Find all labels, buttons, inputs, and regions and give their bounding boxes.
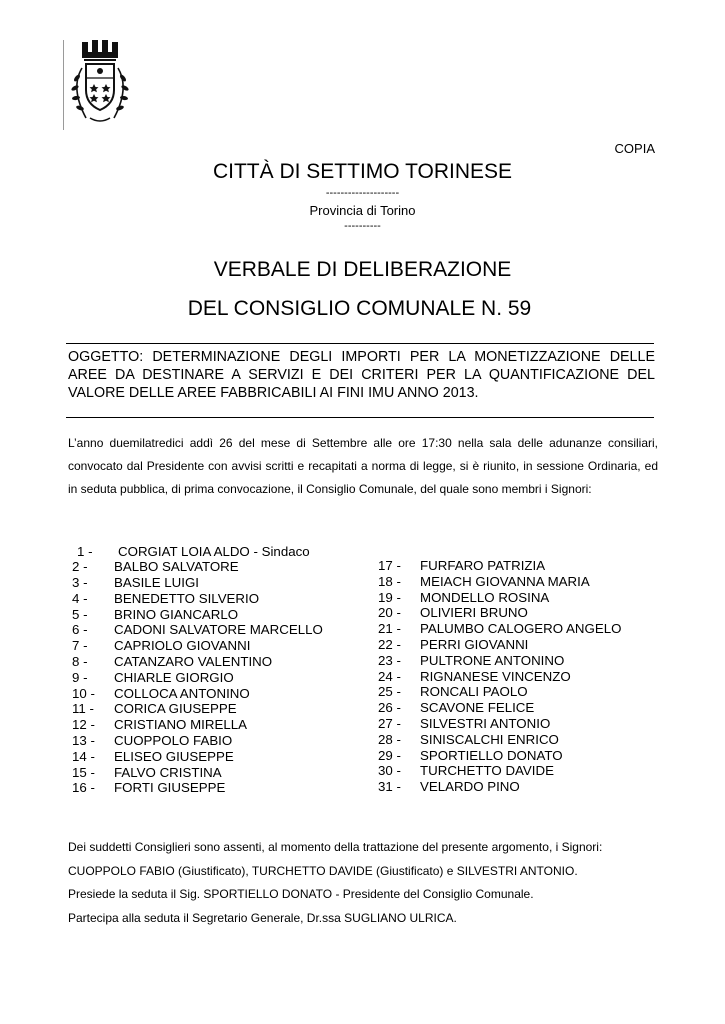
- member-row: [378, 558, 621, 574]
- member-row: [378, 716, 621, 732]
- member-name: CORGIAT LOIA ALDO - Sindaco: [118, 544, 310, 559]
- member-name: CORICA GIUSEPPE: [114, 701, 237, 717]
- member-row: [72, 622, 323, 638]
- member-number: 1 -: [77, 544, 93, 559]
- member-row: [378, 763, 621, 779]
- separator-dashes-short: ----------: [344, 220, 381, 232]
- member-name: CUOPPOLO FABIO: [114, 733, 233, 749]
- member-number: 20 -: [378, 605, 401, 621]
- member-number: 9 -: [72, 669, 88, 685]
- member-number: 14 -: [72, 748, 95, 764]
- member-number: 3 -: [72, 575, 88, 591]
- member-name: FURFARO PATRIZIA: [420, 558, 546, 573]
- member-number: 22 -: [378, 636, 401, 652]
- member-name: FORTI GIUSEPPE: [114, 780, 226, 796]
- member-row: [378, 653, 621, 669]
- member-number: 8 -: [72, 654, 88, 670]
- closing-notes: [68, 836, 658, 930]
- member-row: [378, 605, 621, 621]
- copy-label: COPIA: [614, 141, 655, 156]
- member-row: [72, 686, 323, 702]
- member-name: SPORTIELLO DONATO: [420, 747, 563, 763]
- president-note: Presiede la seduta il Sig. SPORTIELLO DONATO - Presidente del Consiglio Comunale.: [68, 887, 534, 901]
- member-number: 16 -: [72, 780, 95, 796]
- member-number: 6 -: [72, 622, 88, 638]
- member-number: 25 -: [378, 684, 401, 700]
- province-name: Provincia di Torino: [309, 203, 416, 218]
- member-name: CATANZARO VALENTINO: [114, 654, 273, 670]
- member-row: [378, 590, 621, 606]
- member-name: ELISEO GIUSEPPE: [114, 748, 234, 764]
- member-number: 5 -: [72, 606, 88, 622]
- member-name: PULTRONE ANTONINO: [420, 652, 565, 668]
- member-row: [378, 748, 621, 764]
- member-row: [378, 779, 621, 795]
- member-row: [72, 733, 323, 749]
- member-name: BALBO SALVATORE: [114, 559, 239, 575]
- member-number: 29 -: [378, 747, 401, 763]
- member-number: 15 -: [72, 764, 95, 780]
- member-number: 10 -: [72, 685, 95, 701]
- member-row: [72, 717, 323, 733]
- absentees-intro: Dei suddetti Consiglieri sono assenti, al momento della trattazione del presente argomento, i Signori:: [68, 840, 603, 854]
- member-row: [72, 670, 323, 686]
- members-column-right: [378, 558, 621, 795]
- separator-dashes: --------------------: [325, 187, 400, 199]
- member-name: CHIARLE GIORGIO: [114, 669, 234, 685]
- member-row: [72, 638, 323, 654]
- member-number: 28 -: [378, 731, 401, 747]
- member-row: [72, 575, 323, 591]
- member-number: 31 -: [378, 779, 401, 795]
- member-row: [72, 780, 323, 796]
- member-number: 11 -: [72, 701, 94, 717]
- member-row: [72, 765, 323, 781]
- member-name: BRINO GIANCARLO: [114, 606, 239, 622]
- member-row: [72, 544, 323, 560]
- member-number: 19 -: [378, 589, 401, 605]
- member-number: 4 -: [72, 590, 88, 606]
- member-name: SINISCALCHI ENRICO: [420, 731, 559, 747]
- subject-text: OGGETTO: DETERMINAZIONE DEGLI IMPORTI PER LA MONETIZZAZIONE DELLE AREE DA DESTINARE A SERVIZI E DEI CRITERI PER LA QUANTIFICAZIONE DEL VALORE DELLE AREE FABBRICABILI AI FINI IMU ANNO 2013.: [68, 349, 655, 401]
- member-name: VELARDO PINO: [420, 779, 520, 795]
- city-coat-of-arms: [64, 38, 136, 128]
- member-name: MEIACH GIOVANNA MARIA: [420, 573, 590, 589]
- member-row: [72, 701, 323, 717]
- document-title: VERBALE DI DELIBERAZIONE: [213, 258, 512, 281]
- rule-bottom: [66, 417, 654, 418]
- member-row: [72, 654, 323, 670]
- member-name: COLLOCA ANTONINO: [114, 685, 250, 701]
- rule-top: [66, 343, 654, 344]
- member-row: [378, 700, 621, 716]
- member-name: RIGNANESE VINCENZO: [420, 668, 571, 684]
- intro-paragraph: L’anno duemilatredici addì 26 del mese di Settembre alle ore 17:30 nella sala delle adunanze consiliari, convocato dal Presidente con avvisi scritti e recapitati a norma di legge, si è riunito, in sessione Ordinaria, ed in seduta pubblica, di prima convocazione, il Consiglio Comunale, del quale sono membri i Signori:: [68, 436, 658, 496]
- member-row: [72, 559, 323, 575]
- member-name: FALVO CRISTINA: [114, 764, 222, 780]
- member-number: 2 -: [72, 559, 88, 575]
- member-number: 30 -: [378, 763, 401, 779]
- member-name: RONCALI PAOLO: [420, 684, 528, 700]
- absentees-list: CUOPPOLO FABIO (Giustificato), TURCHETTO DAVIDE (Giustificato) e SILVESTRI ANTONIO.: [68, 863, 578, 878]
- member-row: [378, 684, 621, 700]
- member-row: [72, 591, 323, 607]
- member-row: [378, 669, 621, 685]
- member-name: BENEDETTO SILVERIO: [114, 590, 260, 606]
- member-name: CADONI SALVATORE MARCELLO: [114, 622, 323, 638]
- member-number: 7 -: [72, 638, 88, 654]
- document-subtitle: DEL CONSIGLIO COMUNALE N. 59: [187, 297, 532, 320]
- member-row: [378, 621, 621, 637]
- member-row: [72, 607, 323, 623]
- member-name: CRISTIANO MIRELLA: [114, 717, 247, 733]
- member-number: 24 -: [378, 668, 401, 684]
- member-number: 13 -: [72, 733, 95, 749]
- member-row: [72, 749, 323, 765]
- secretary-note: Partecipa alla seduta il Segretario Generale, Dr.ssa SUGLIANO ULRICA.: [68, 910, 457, 925]
- member-name: PERRI GIOVANNI: [420, 636, 529, 652]
- member-name: PALUMBO CALOGERO ANGELO: [420, 621, 622, 637]
- member-number: 26 -: [378, 700, 401, 716]
- member-name: TURCHETTO DAVIDE: [420, 763, 554, 779]
- member-name: BASILE LUIGI: [114, 575, 199, 591]
- member-name: SILVESTRI ANTONIO: [420, 715, 551, 731]
- member-number: 21 -: [378, 621, 401, 637]
- member-name: SCAVONE FELICE: [420, 700, 535, 716]
- member-name: MONDELLO ROSINA: [420, 589, 550, 605]
- member-name: CAPRIOLO GIOVANNI: [114, 638, 251, 654]
- city-name: CITTÀ DI SETTIMO TORINESE: [212, 160, 513, 183]
- member-number: 27 -: [378, 715, 401, 731]
- member-row: [378, 637, 621, 653]
- member-number: 23 -: [378, 652, 401, 668]
- member-number: 12 -: [72, 717, 95, 733]
- member-number: 18 -: [378, 573, 401, 589]
- member-row: [378, 732, 621, 748]
- member-name: OLIVIERI BRUNO: [420, 605, 528, 621]
- member-row: [378, 574, 621, 590]
- member-number: 17 -: [378, 558, 401, 573]
- members-column-left: [72, 544, 323, 796]
